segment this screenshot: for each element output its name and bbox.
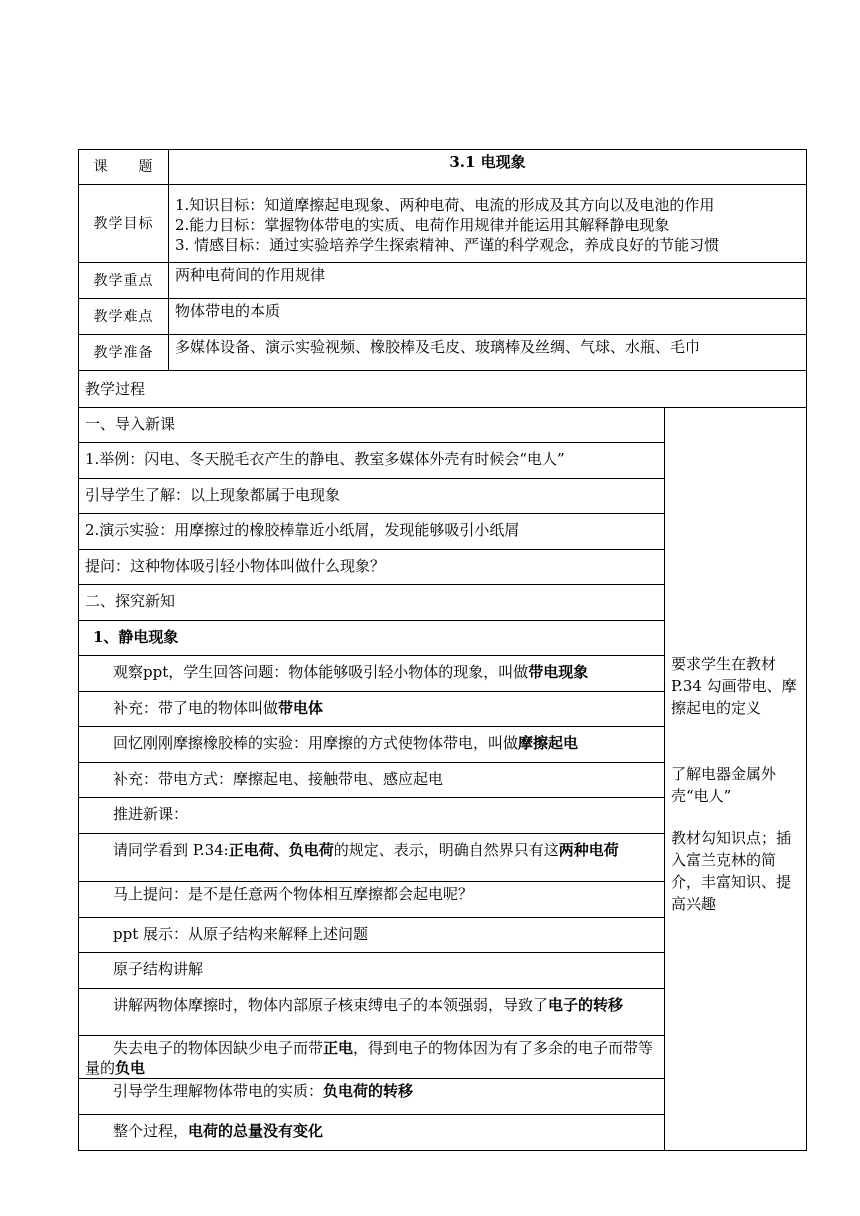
step-guide: 引导学生了解：以上现象都属于电现象 <box>79 479 665 514</box>
note-metal-shell: 了解电器金属外壳“电人” <box>671 765 777 805</box>
sidebar-notes <box>665 408 807 1151</box>
step-transfer: 讲解两物体摩擦时，物体内部原子核束缚电子的本领强弱，导致了电子的转移 <box>79 989 665 1036</box>
goal-emotion: 3. 情感目标：通过实验培养学生探索精神、严谨的科学观念，养成良好的节能习惯 <box>175 235 720 254</box>
step-conservation: 整个过程，电荷的总量没有变化 <box>79 1115 665 1151</box>
lesson-table <box>78 149 807 1151</box>
process-heading: 教学过程 <box>79 371 807 408</box>
title-label: 课 题 <box>79 150 169 185</box>
step-atom: 原子结构讲解 <box>79 953 665 989</box>
step-positive-negative: 失去电子的物体因缺少电子而带正电，得到电子的物体因为有了多余的电子而带等量的负电 <box>79 1036 665 1079</box>
note-textbook-definition: 要求学生在教材 P.34 勾画带电、摩擦起电的定义 <box>671 655 797 717</box>
step-supplement-2: 补充：带电方式：摩擦起电、接触带电、感应起电 <box>79 763 665 798</box>
step-supplement-1: 补充：带了电的物体叫做带电体 <box>79 692 665 727</box>
step-demo: 2.演示实验：用摩擦过的橡胶棒靠近小纸屑，发现能够吸引小纸屑 <box>79 514 665 550</box>
step-examples: 1.举例：闪电、冬天脱毛衣产生的静电、教室多媒体外壳有时候会“电人” <box>79 443 665 479</box>
step-advance: 推进新课： <box>79 798 665 834</box>
key-point-value: 两种电荷间的作用规律 <box>169 263 807 299</box>
step-essence: 引导学生理解物体带电的实质：负电荷的转移 <box>79 1079 665 1115</box>
section-explore-heading: 二、探究新知 <box>79 585 665 621</box>
preparation-value: 多媒体设备、演示实验视频、橡胶棒及毛皮、玻璃棒及丝绸、气球、水瓶、毛巾 <box>169 335 807 371</box>
goal-ability: 2.能力目标：掌握物体带电的实质、电荷作用规律并能运用其解释静电现象 <box>175 215 670 234</box>
step-ppt: ppt 展示：从原子结构来解释上述问题 <box>79 918 665 953</box>
step-ask: 马上提问：是不是任意两个物体相互摩擦都会起电呢？ <box>79 882 665 918</box>
preparation-label: 教学准备 <box>79 335 169 371</box>
step-question: 提问：这种物体吸引轻小物体叫做什么现象？ <box>79 550 665 585</box>
difficulty-value: 物体带电的本质 <box>169 299 807 335</box>
goals-cell <box>169 185 807 263</box>
goals-label: 教学目标 <box>79 185 169 263</box>
step-observe: 观察ppt，学生回答问题：物体能够吸引轻小物体的现象，叫做带电现象 <box>79 656 665 692</box>
difficulty-label: 教学难点 <box>79 299 169 335</box>
goal-knowledge: 1.知识目标：知道摩擦起电现象、两种电荷、电流的形成及其方向以及电池的作用 <box>175 195 715 214</box>
lesson-title: 3.1 电现象 <box>169 150 807 185</box>
section-intro-heading: 一、导入新课 <box>79 408 665 443</box>
step-recall: 回忆刚刚摩擦橡胶棒的实验：用摩擦的方式使物体带电，叫做摩擦起电 <box>79 727 665 763</box>
step-charges: 请同学看到 P.34:正电荷、负电荷的规定、表示，明确自然界只有这两种电荷 <box>79 834 665 882</box>
key-point-label: 教学重点 <box>79 263 169 299</box>
note-franklin: 教材勾知识点；插入富兰克林的简介，丰富知识、提高兴趣 <box>671 829 792 913</box>
subsection-static-heading: 1、静电现象 <box>79 621 665 656</box>
lesson-plan <box>78 149 806 1151</box>
